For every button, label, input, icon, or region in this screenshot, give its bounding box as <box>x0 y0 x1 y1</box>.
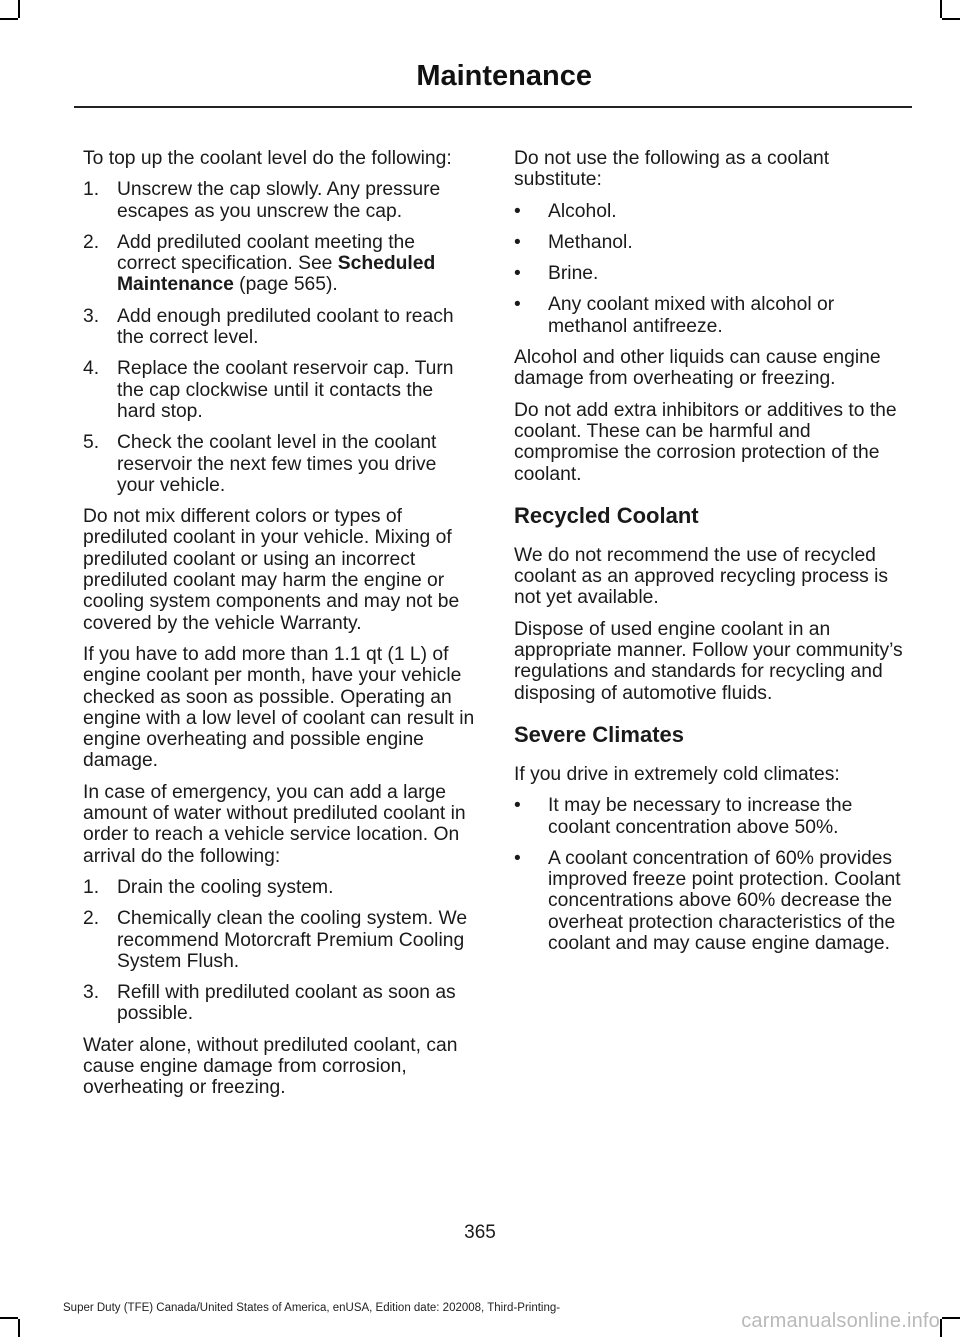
list-item: 2. Add prediluted coolant meeting the correct specification. See Scheduled Maintenance (page 565). <box>83 231 436 296</box>
bullet-icon: • <box>514 795 521 817</box>
list-item: 1. Drain the cooling system. <box>83 876 334 898</box>
scheduled-maintenance-link[interactable]: Scheduled Maintenance <box>117 253 436 296</box>
crop-mark <box>0 1317 18 1319</box>
crop-mark <box>18 0 20 18</box>
crop-mark <box>0 18 18 20</box>
emergency-steps <box>83 877 475 1025</box>
bullet-icon: • <box>514 231 521 253</box>
topup-steps <box>83 179 475 496</box>
list-item: • It may be necessary to increase the coolant concentration above 50%. <box>514 795 853 838</box>
list-item: 3. Refill with prediluted coolant as soon as possible. <box>83 982 456 1025</box>
list-item: 2. Chemically clean the cooling system. We recommend Motorcraft Premium Cooling System Flush. <box>83 908 468 972</box>
cold-bullets <box>514 795 908 954</box>
topup-intro: To top up the coolant level do the following: <box>83 148 452 169</box>
list-item: • Methanol. <box>514 231 633 253</box>
inhibitors-paragraph: Do not add extra inhibitors or additives to the coolant. These can be harmful and compromise the corrosion protection of the coolant. <box>514 399 897 485</box>
mix-warning-paragraph: Do not mix different colors or types of prediluted coolant in your vehicle. Mixing of prediluted coolant or using an incorrect prediluted coolant may harm the engine or cooling system components and may not be covered by the vehicle Warranty. <box>83 506 460 634</box>
bullet-icon: • <box>514 263 521 285</box>
watermark: carmanualsonline.info <box>741 1310 940 1332</box>
list-item: • A coolant concentration of 60% provides improved freeze point protection. Coolant concentrations above 60% decrease the overheat protection characteristics of the coolant and may cause engine damage. <box>514 847 901 955</box>
crop-mark <box>18 1319 20 1337</box>
bullet-icon: • <box>514 200 521 222</box>
water-alone-paragraph: Water alone, without prediluted coolant, can cause engine damage from corrosion, overheating or freezing. <box>83 1034 458 1099</box>
add-coolant-paragraph: If you have to add more than 1.1 qt (1 L) of engine coolant per month, have your vehicle checked as soon as possible. Operating an engine with a low level of coolant can result in engine overheating and possible engine damage. <box>83 643 475 772</box>
list-item: 3. Add enough prediluted coolant to reach the correct level. <box>83 305 454 349</box>
dispose-paragraph: Dispose of used engine coolant in an appropriate manner. Follow your community’s regulations and standards for recycling and disposing of automotive fluids. <box>514 618 903 704</box>
recycled-paragraph: We do not recommend the use of recycled coolant as an approved recycling process is not yet available. <box>514 544 889 609</box>
emergency-paragraph: In case of emergency, you can add a large amount of water without prediluted coolant in order to reach a vehicle service location. On arrival do the following: <box>83 781 466 867</box>
list-item: 1. Unscrew the cap slowly. Any pressure escapes as you unscrew the cap. <box>83 179 441 222</box>
substitute-intro: Do not use the following as a coolant substitute: <box>514 148 830 191</box>
list-item: 4. Replace the coolant reservoir cap. Turn the cap clockwise until it contacts the hard stop. <box>83 358 454 422</box>
page-title: Maintenance <box>416 60 592 92</box>
severe-climates-heading: Severe Climates <box>514 721 684 747</box>
list-item: • Brine. <box>514 263 599 285</box>
right-column <box>514 148 908 964</box>
bullet-icon: • <box>514 847 521 869</box>
bullet-icon: • <box>514 294 521 316</box>
substitute-bullets <box>514 201 908 337</box>
left-column <box>83 148 475 1109</box>
page-number: 365 <box>464 1222 496 1243</box>
crop-mark <box>942 18 960 20</box>
crop-mark <box>942 1317 960 1319</box>
list-item: • Alcohol. <box>514 200 617 222</box>
recycled-coolant-heading: Recycled Coolant <box>514 502 699 528</box>
list-item: 5. Check the coolant level in the coolant reservoir the next few times you drive your vehicle. <box>83 432 437 496</box>
header-divider <box>74 106 912 108</box>
edition-footer: Super Duty (TFE) Canada/United States of America, enUSA, Edition date: 202008, Third-Printing- <box>63 1302 561 1314</box>
alcohol-paragraph: Alcohol and other liquids can cause engine damage from overheating or freezing. <box>514 347 881 390</box>
cold-climates-paragraph: If you drive in extremely cold climates: <box>514 763 840 785</box>
crop-mark <box>940 0 942 18</box>
crop-mark <box>940 1319 942 1337</box>
list-item: • Any coolant mixed with alcohol or methanol antifreeze. <box>514 294 835 337</box>
